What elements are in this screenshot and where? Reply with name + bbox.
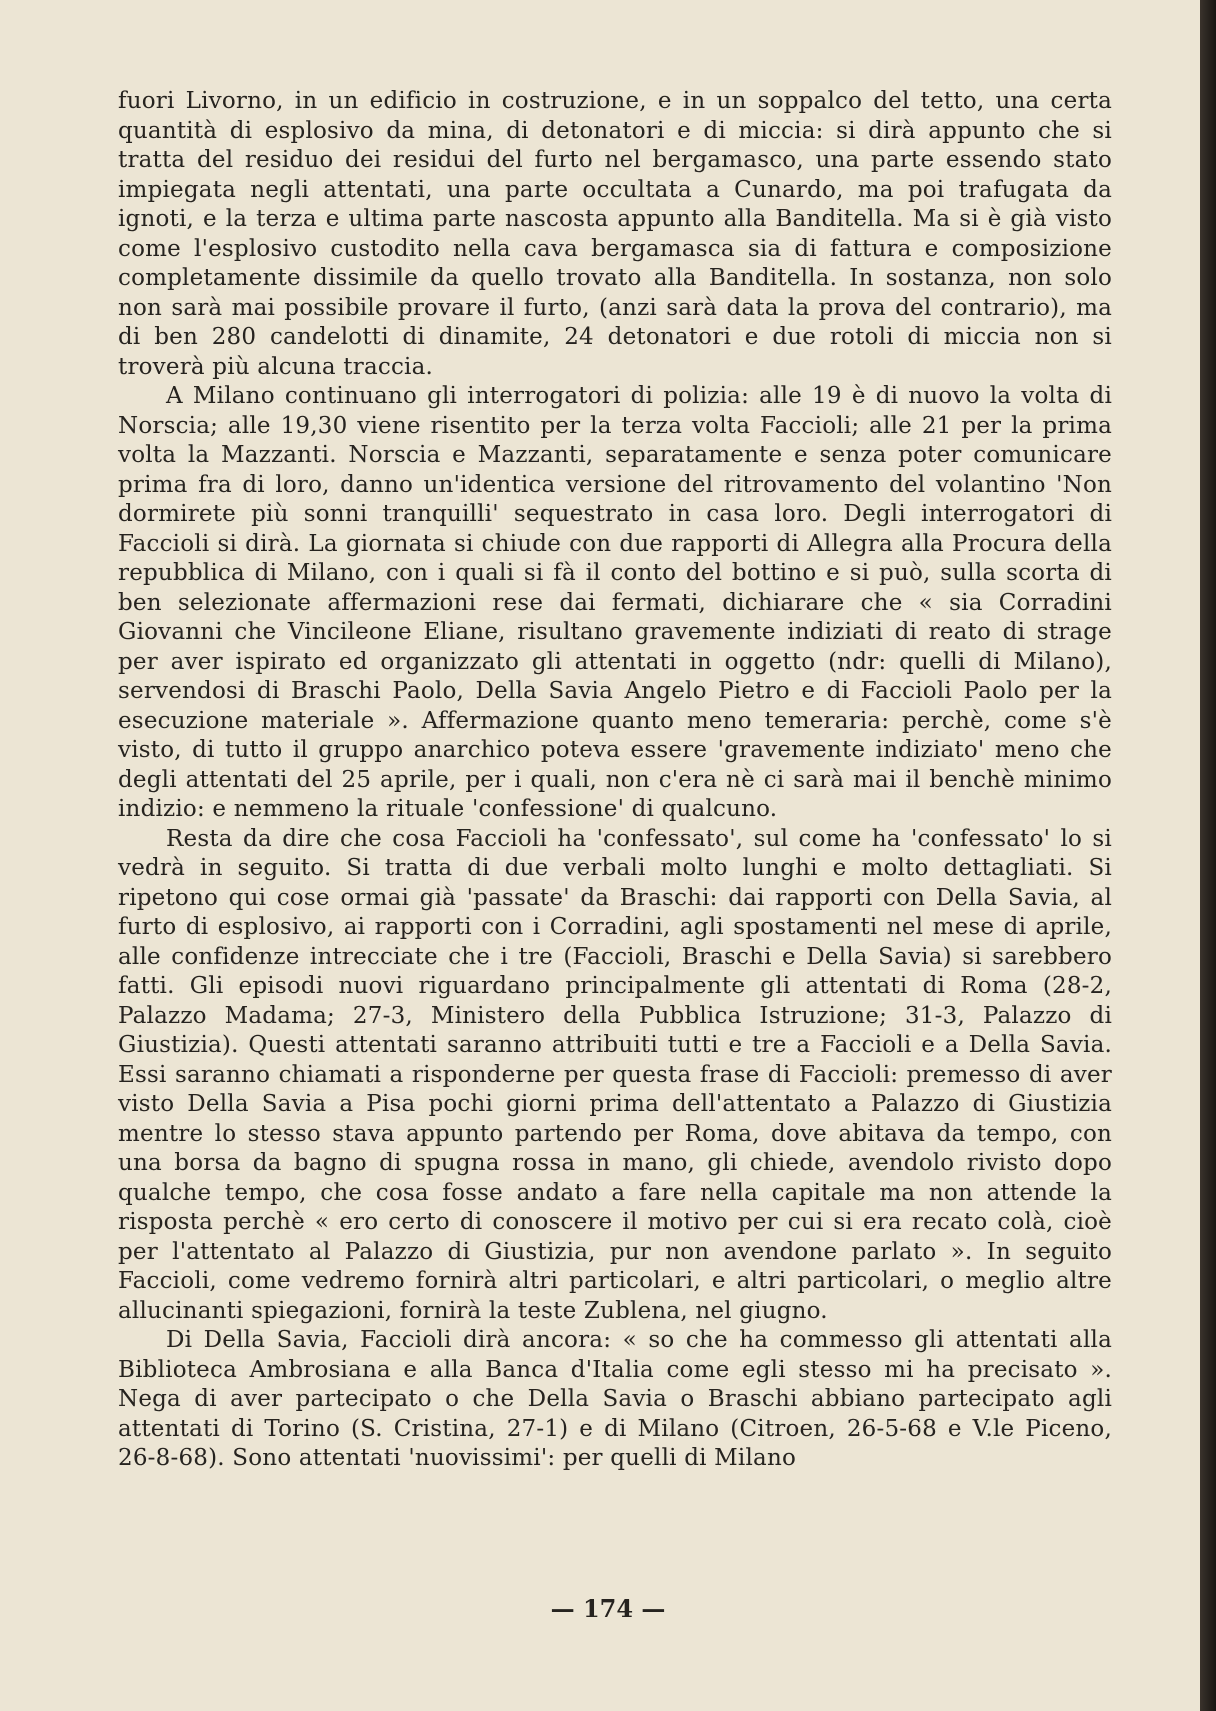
- body-text: [118, 87, 1112, 1474]
- paragraph-4: Di Della Savia, Faccioli dirà ancora: « so che ha commesso gli attentati alla Biblioteca Ambrosiana e alla Banca d'Italia come egli stesso mi ha precisato ». Nega di aver partecipato o che Della Savia o Braschi abbiano partecipato agli attentati di Torino (S. Cristina, 27-1) e di Milano (Citroen, 26-5-68 e V.le Piceno, 26-8-68). Sono attentati 'nuovissimi': per quelli di Milano: [118, 1327, 1112, 1471]
- paragraph-2: A Milano continuano gli interrogatori di polizia: alle 19 è di nuovo la volta di Norscia; alle 19,30 viene risentito per la terza volta Faccioli; alle 21 per la prima volta la Mazzanti. Norscia e Mazzanti, separatamente e senza poter comunicare prima fra di loro, danno un'identica versione del ritrovamento del volantino 'Non dormirete più sonni tranquilli' sequestrato in casa loro. Degli interrogatori di Faccioli si dirà. La giornata si chiude con due rapporti di Allegra alla Procura della repubblica di Milano, con i quali si fà il conto del bottino e si può, sulla scorta di ben selezionate affermazioni rese dai fermati, dichiarare che « sia Corradini Giovanni che Vincileone Eliane, risultano gravemente indiziati di reato di strage per aver ispirato ed organizzato gli attentati in oggetto (ndr: quelli di Milano), servendosi di Braschi Paolo, Della Savia Angelo Pietro e di Faccioli Paolo per la esecuzione materiale ». Affermazione quanto meno temeraria: perchè, come s'è visto, di tutto il gruppo anarchico poteva essere 'gravemente indiziato' meno che degli attentati del 25 aprile, per i quali, non c'era nè ci sarà mai il benchè minimo indizio: e nemmeno la rituale 'confessione' di qualcuno.: [118, 383, 1112, 822]
- paragraph-3: Resta da dire che cosa Faccioli ha 'confessato', sul come ha 'confessato' lo si vedrà in seguito. Si tratta di due verbali molto lunghi e molto dettagliati. Si ripetono qui cose ormai già 'passate' da Braschi: dai rapporti con Della Savia, al furto di esplosivo, ai rapporti con i Corradini, agli spostamenti nel mese di aprile, alle confidenze intrecciate che i tre (Faccioli, Braschi e Della Savia) si sarebbero fatti. Gli episodi nuovi riguardano principalmente gli attentati di Roma (28-2, Palazzo Madama; 27-3, Ministero della Pubblica Istruzione; 31-3, Palazzo di Giustizia). Questi attentati saranno attribuiti tutti e tre a Faccioli e a Della Savia. Essi saranno chiamati a risponderne per questa frase di Faccioli: premesso di aver visto Della Savia a Pisa pochi giorni prima dell'attentato a Palazzo di Giustizia mentre lo stesso stava appunto partendo per Roma, dove abitava da tempo, con una borsa da bagno di spugna rossa in mano, gli chiede, avendolo rivisto dopo qualche tempo, che cosa fosse andato a fare nella capitale ma non attende la risposta perchè « ero certo di conoscere il motivo per cui si era recato colà, cioè per l'attentato al Palazzo di Giustizia, pur non avendone parlato ». In seguito Faccioli, come vedremo fornirà altri particolari, e altri particolari, o meglio altre allucinanti spiegazioni, fornirà la teste Zublena, nel giugno.: [118, 825, 1112, 1324]
- page-number: — 174 —: [550, 1594, 666, 1623]
- page-edge-shadow: [1200, 0, 1216, 1711]
- paragraph-1: fuori Livorno, in un edificio in costruzione, e in un soppalco del tetto, una certa quantità di esplosivo da mina, di detonatori e di miccia: si dirà appunto che si tratta del residuo dei residui del furto nel bergamasco, una parte essendo stato impiegata negli attentati, una parte occultata a Cunardo, ma poi trafugata da ignoti, e la terza e ultima parte nascosta appunto alla Banditella. Ma si è già visto come l'esplosivo custodito nella cava bergamasca sia di fattura e composizione completamente dissimile da quello trovato alla Banditella. In sostanza, non solo non sarà mai possibile provare il furto, (anzi sarà data la prova del contrario), ma di ben 280 candelotti di dinamite, 24 detonatori e due rotoli di miccia non si troverà più alcuna traccia.: [118, 88, 1112, 380]
